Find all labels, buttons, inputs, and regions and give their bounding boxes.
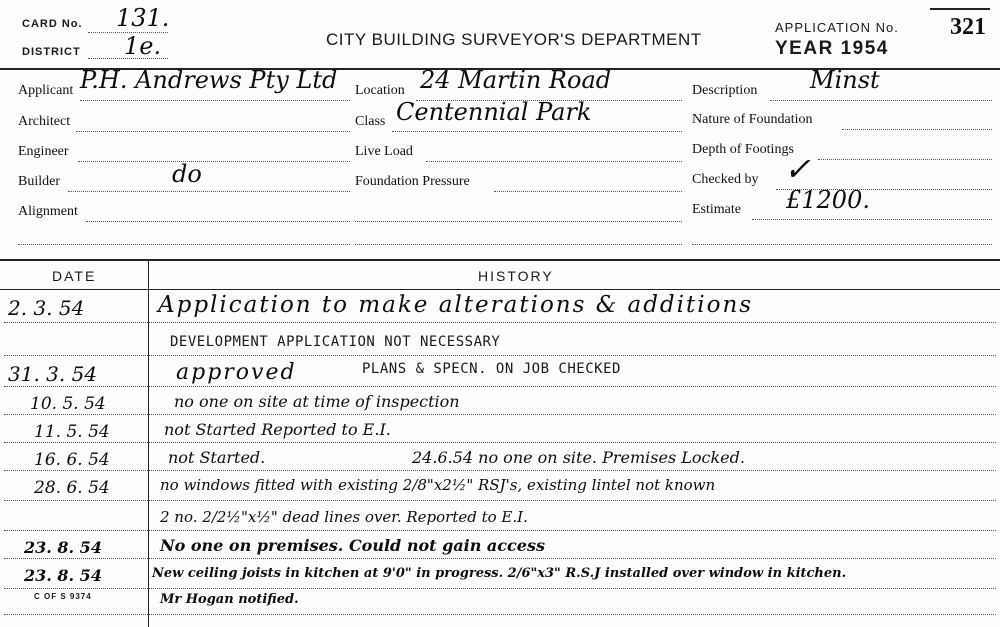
application-no-label: APPLICATION No. (775, 20, 899, 35)
class-line (392, 131, 682, 132)
row-rule (4, 530, 996, 531)
location-label: Location (355, 83, 405, 98)
application-no-value: 321 (950, 14, 986, 40)
row-stamp: PLANS & SPECN. ON JOB CHECKED (362, 361, 621, 377)
applicant-value: P.H. Andrews Pty Ltd (80, 66, 338, 94)
row-history: 2 no. 2/2½"x½" dead lines over. Reported to E.I. (160, 508, 528, 526)
class-value: Centennial Park (396, 98, 592, 126)
district-label: DISTRICT (22, 46, 81, 58)
date-header: DATE (52, 268, 97, 284)
row-history-extra: 24.6.54 no one on site. Premises Locked. (412, 448, 745, 467)
row-rule (4, 500, 996, 501)
description-value: Minst (810, 66, 880, 94)
checked-by-value: ✓ (784, 150, 811, 188)
row-rule (4, 558, 996, 559)
location-value: 24 Martin Road (420, 66, 612, 94)
estimate-label: Estimate (692, 202, 741, 217)
right-extra-line (692, 244, 992, 245)
estimate-value: £1200. (786, 186, 870, 214)
row-date: 11. 5. 54 (34, 422, 110, 442)
architect-label: Architect (18, 114, 71, 129)
nature-foundation-line (842, 129, 992, 130)
row-date: 28. 6. 54 (34, 478, 110, 498)
row-history: No one on premises. Could not gain access (160, 536, 545, 555)
depth-footings-label: Depth of Footings (692, 142, 794, 157)
description-label: Description (692, 83, 758, 98)
row-date: 16. 6. 54 (34, 450, 110, 470)
applicant-line (80, 100, 350, 101)
row-history-stamp: DEVELOPMENT APPLICATION NOT NECESSARY (170, 334, 501, 350)
row-rule (4, 355, 996, 356)
class-label: Class (355, 114, 386, 129)
history-header: HISTORY (478, 268, 554, 284)
table-head-rule (0, 289, 1000, 290)
builder-label: Builder (18, 174, 60, 189)
alignment-label: Alignment (18, 204, 78, 219)
row-rule (4, 614, 996, 615)
middle-extra-line-2 (355, 244, 682, 245)
architect-line (76, 131, 350, 132)
nature-foundation-label: Nature of Foundation (692, 112, 813, 127)
left-extra-line (18, 244, 350, 245)
row-date: 10. 5. 54 (30, 394, 106, 414)
table-top-rule (0, 259, 1000, 261)
year-label: YEAR 1954 (775, 38, 889, 59)
live-load-label: Live Load (355, 144, 413, 159)
live-load-line (426, 161, 682, 162)
applicant-label: Applicant (18, 83, 74, 98)
date-column-divider (148, 260, 149, 627)
engineer-line (78, 161, 350, 162)
engineer-label: Engineer (18, 144, 69, 159)
row-history: no windows fitted with existing 2/8"x2½" RSJ's, existing lintel not known (160, 476, 716, 494)
alignment-line (86, 221, 350, 222)
row-history: not Started Reported to E.I. (164, 420, 391, 439)
builder-value: do (172, 160, 202, 188)
row-rule (4, 386, 996, 387)
foundation-pressure-label: Foundation Pressure (355, 174, 470, 189)
row-date: 2. 3. 54 (8, 296, 85, 320)
row-history: Mr Hogan notified. (160, 592, 299, 607)
foundation-pressure-line (494, 191, 682, 192)
row-rule (4, 588, 996, 589)
row-date: 31. 3. 54 (8, 362, 98, 386)
row-history: no one on site at time of inspection (174, 392, 460, 411)
middle-extra-line-1 (355, 221, 682, 222)
card-no-value: 131. (116, 4, 170, 32)
form-code: C OF S 9374 (34, 592, 92, 601)
row-rule (4, 470, 996, 471)
row-history: Application to make alterations & additions (158, 292, 754, 318)
builder-line (68, 191, 350, 192)
description-line (770, 100, 992, 101)
row-rule (4, 322, 996, 323)
district-line (88, 58, 168, 59)
row-history: New ceiling joists in kitchen at 9'0" in progress. 2/6"x3" R.S.J installed over window in kitchen. (152, 566, 847, 581)
department-title: CITY BUILDING SURVEYOR'S DEPARTMENT (326, 30, 702, 49)
row-history: approved (176, 360, 297, 385)
year-overline (930, 8, 990, 10)
row-date: 23. 8. 54 (24, 538, 102, 557)
district-value: 1e. (124, 32, 162, 60)
row-history: not Started. (168, 448, 266, 467)
row-rule (4, 442, 996, 443)
checked-by-label: Checked by (692, 172, 759, 187)
depth-footings-line (818, 159, 992, 160)
card-no-label: CARD No. (22, 18, 83, 30)
row-date: 23. 8. 54 (24, 566, 102, 585)
row-rule (4, 414, 996, 415)
estimate-line (752, 219, 992, 220)
